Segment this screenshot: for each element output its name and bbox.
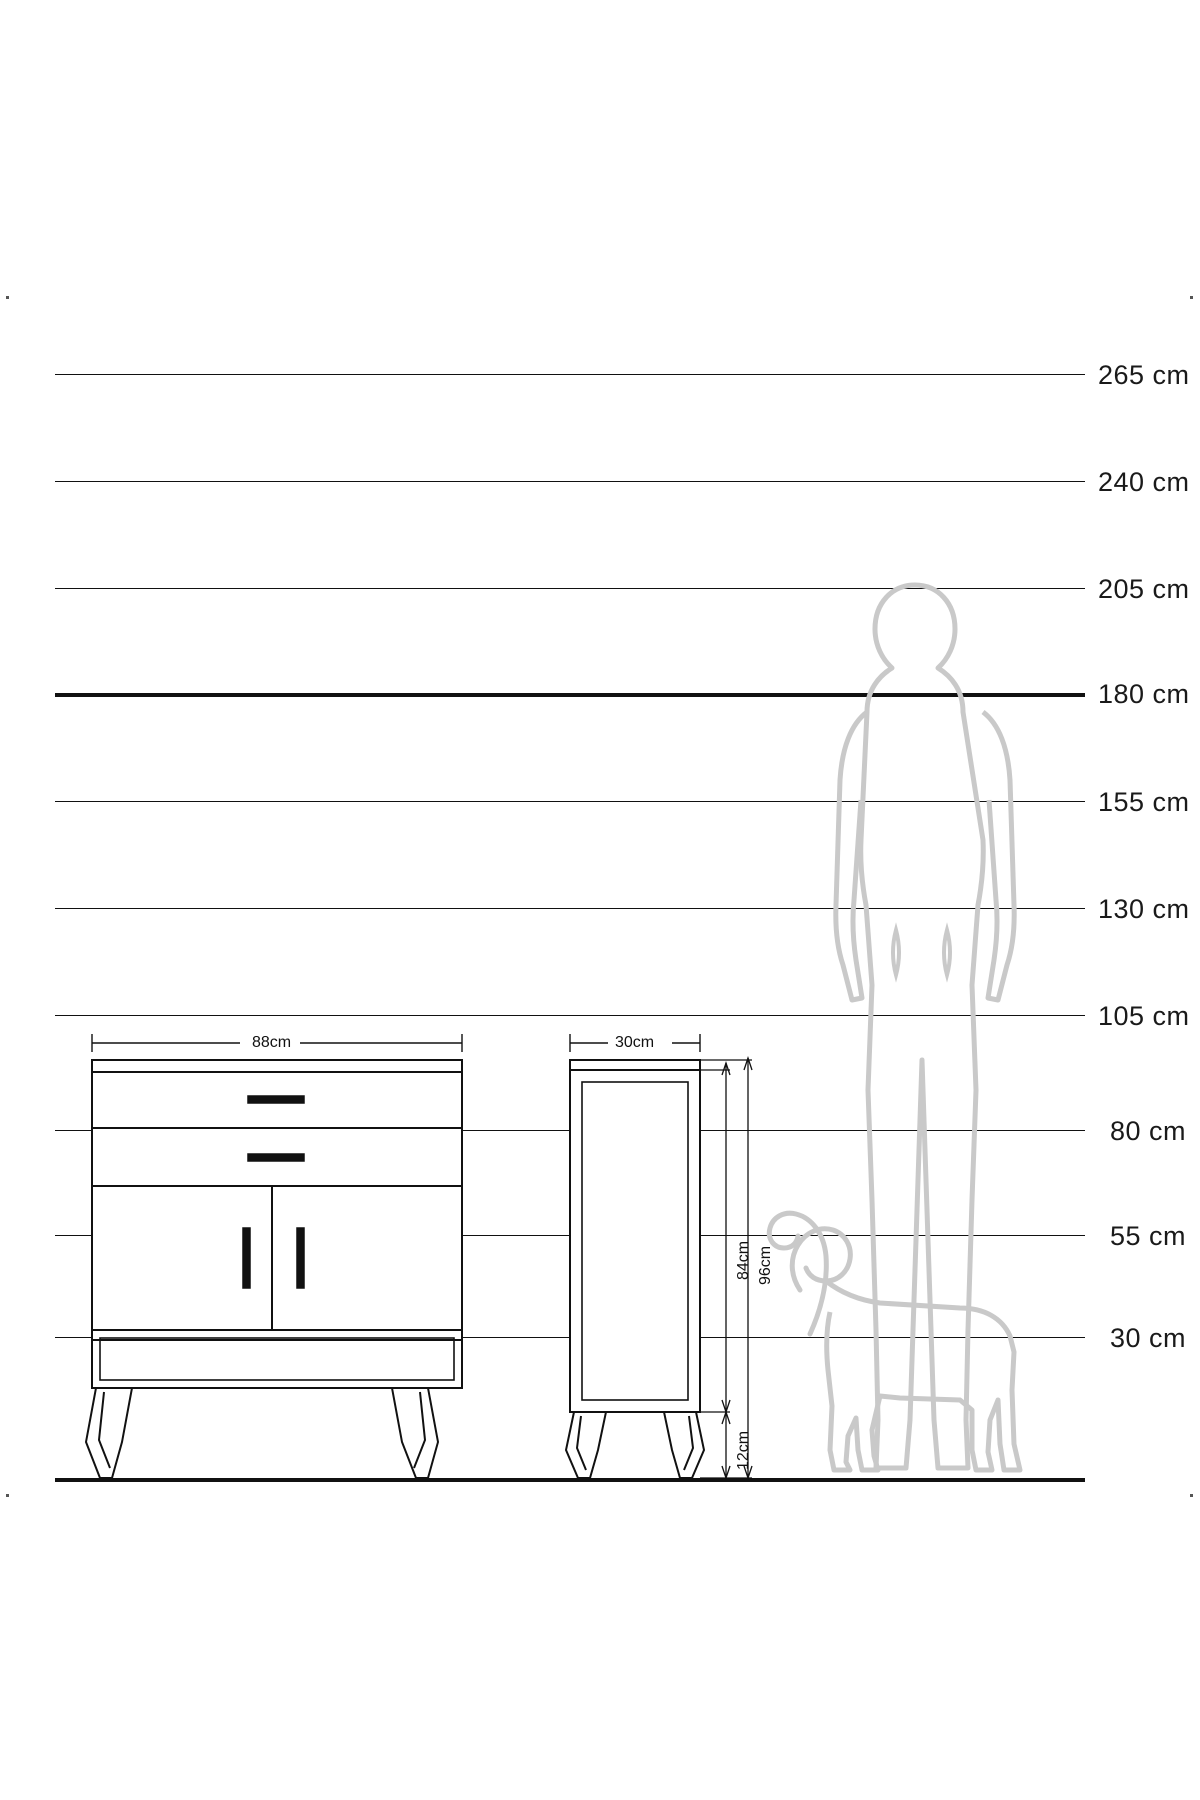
scale-label-55: 55 cm — [1110, 1221, 1187, 1251]
scale-label-155: 155 cm — [1098, 787, 1190, 817]
scale-label-205: 205 cm — [1098, 574, 1190, 604]
scale-label-180: 180 cm — [1098, 679, 1190, 709]
scale-line-265 — [55, 374, 1085, 375]
human-silhouette — [836, 585, 1014, 1468]
tall-cabinet — [566, 1034, 752, 1478]
scale-line-205 — [55, 588, 1085, 589]
corner-mark-top-right — [1190, 296, 1193, 299]
scale-label-240: 240 cm — [1098, 467, 1190, 497]
dim-label-tall-width: 30cm — [615, 1034, 655, 1051]
drawer-handle-top — [248, 1096, 304, 1103]
scale-line-30 — [55, 1337, 1085, 1338]
sideboard-cabinet — [86, 1034, 462, 1478]
scale-line-180-floorhead — [55, 693, 1085, 697]
scale-label-105: 105 cm — [1098, 1001, 1190, 1031]
scale-line-105 — [55, 1015, 1085, 1016]
floor-line — [55, 1478, 1085, 1482]
cabinet-legs — [86, 1388, 438, 1478]
door-handle-left — [243, 1228, 250, 1288]
scale-line-80 — [55, 1130, 1085, 1131]
dim-label-12cm: 12cm — [735, 1430, 752, 1470]
scale-label-30: 30 cm — [1110, 1323, 1187, 1353]
scale-line-130 — [55, 908, 1085, 909]
cat-silhouette — [769, 1213, 1020, 1470]
dim-label-84cm: 84cm — [735, 1240, 752, 1280]
corner-mark-bottom-left — [6, 1494, 9, 1497]
scale-label-265: 265 cm — [1098, 360, 1190, 390]
scale-label-80: 80 cm — [1110, 1116, 1187, 1146]
corner-mark-bottom-right — [1190, 1494, 1193, 1497]
corner-mark-top-left — [6, 296, 9, 299]
scale-line-155 — [55, 801, 1085, 802]
door-handle-right — [297, 1228, 304, 1288]
scale-label-130: 130 cm — [1098, 894, 1190, 924]
tall-cabinet-legs — [566, 1412, 704, 1478]
dim-label-96cm: 96cm — [757, 1245, 774, 1285]
dim-label-cabinet-width: 88cm — [252, 1034, 292, 1051]
scale-line-55 — [55, 1235, 1085, 1236]
scale-line-240 — [55, 481, 1085, 482]
drawer-handle-second — [248, 1154, 304, 1161]
